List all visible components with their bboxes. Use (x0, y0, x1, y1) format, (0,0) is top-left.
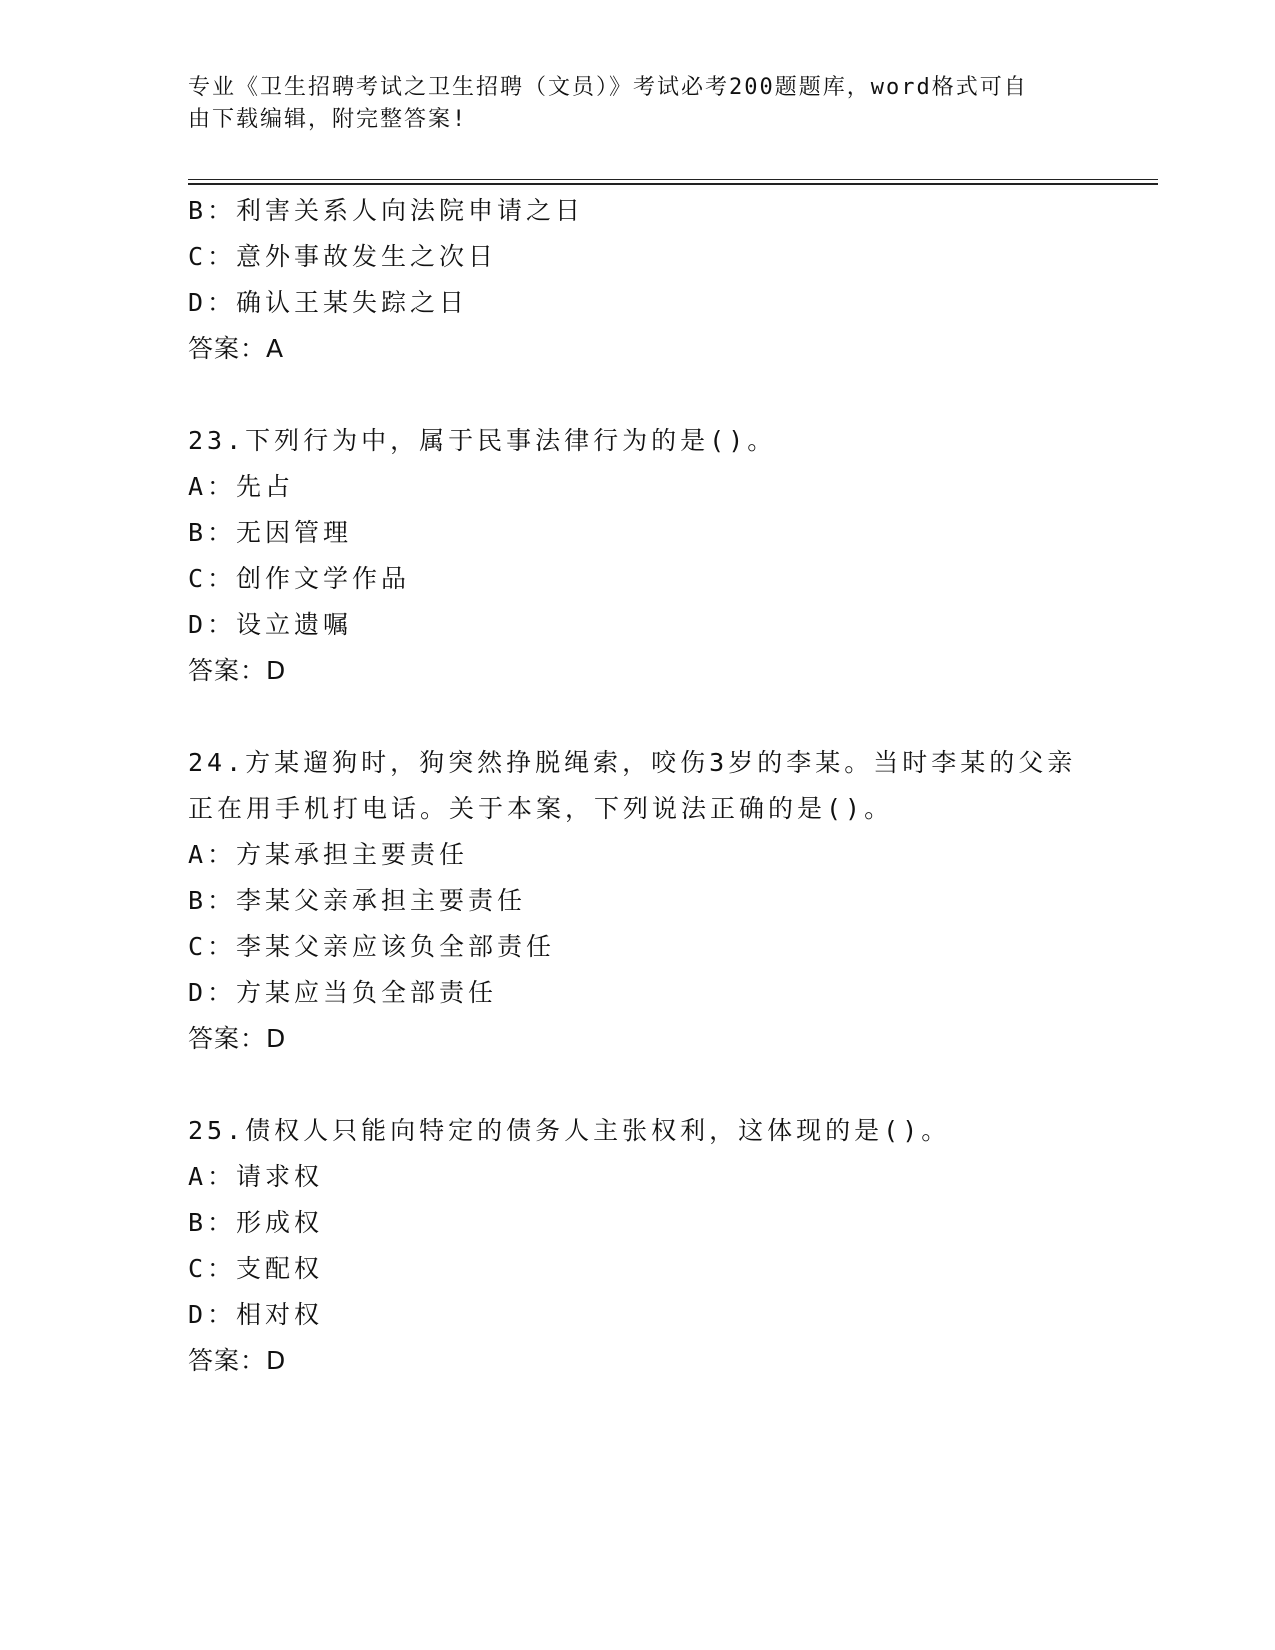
header-line-2: 由下载编辑，附完整答案! (188, 107, 468, 132)
question-text-continued: 正在用手机打电话。关于本案，下列说法正确的是()。 (188, 794, 894, 823)
spacer (188, 694, 1088, 740)
option-b: B：利害关系人向法院申请之日 (188, 196, 585, 225)
option-a: A：先占 (188, 472, 295, 501)
question-text: 24.方某遛狗时，狗突然挣脱绳索，咬伤3岁的李某。当时李某的父亲 (188, 748, 1077, 777)
answer-line: 答案：A (188, 334, 285, 363)
option-d: D：相对权 (188, 1300, 324, 1329)
question-text: 25.债权人只能向特定的债务人主张权利，这体现的是()。 (188, 1116, 951, 1145)
question-list (188, 188, 1088, 1384)
question-24 (188, 740, 1088, 1062)
header-line-1: 专业《卫生招聘考试之卫生招聘（文员）》考试必考200题题库，word格式可自 (188, 75, 1028, 100)
option-b: B：形成权 (188, 1208, 324, 1237)
option-c: C：李某父亲应该负全部责任 (188, 932, 556, 961)
option-c: C：意外事故发生之次日 (188, 242, 498, 271)
previous-question-tail (188, 188, 1088, 372)
spacer (188, 372, 1088, 418)
question-23 (188, 418, 1088, 694)
header-divider-thick (188, 183, 1158, 185)
option-b: B：无因管理 (188, 518, 353, 547)
option-b: B：李某父亲承担主要责任 (188, 886, 527, 915)
header-divider-thin (188, 179, 1158, 180)
option-a: A：方某承担主要责任 (188, 840, 469, 869)
option-d: D：确认王某失踪之日 (188, 288, 469, 317)
spacer (188, 1062, 1088, 1108)
question-25 (188, 1108, 1088, 1384)
question-text: 23.下列行为中，属于民事法律行为的是()。 (188, 426, 777, 455)
option-a: A：请求权 (188, 1162, 324, 1191)
option-c: C：创作文学作品 (188, 564, 411, 593)
document-header (188, 72, 1068, 136)
answer-line: 答案：D (188, 1346, 287, 1375)
option-d: D：方某应当负全部责任 (188, 978, 498, 1007)
option-d: D：设立遗嘱 (188, 610, 353, 639)
option-c: C：支配权 (188, 1254, 324, 1283)
answer-line: 答案：D (188, 1024, 287, 1053)
answer-line: 答案：D (188, 656, 287, 685)
